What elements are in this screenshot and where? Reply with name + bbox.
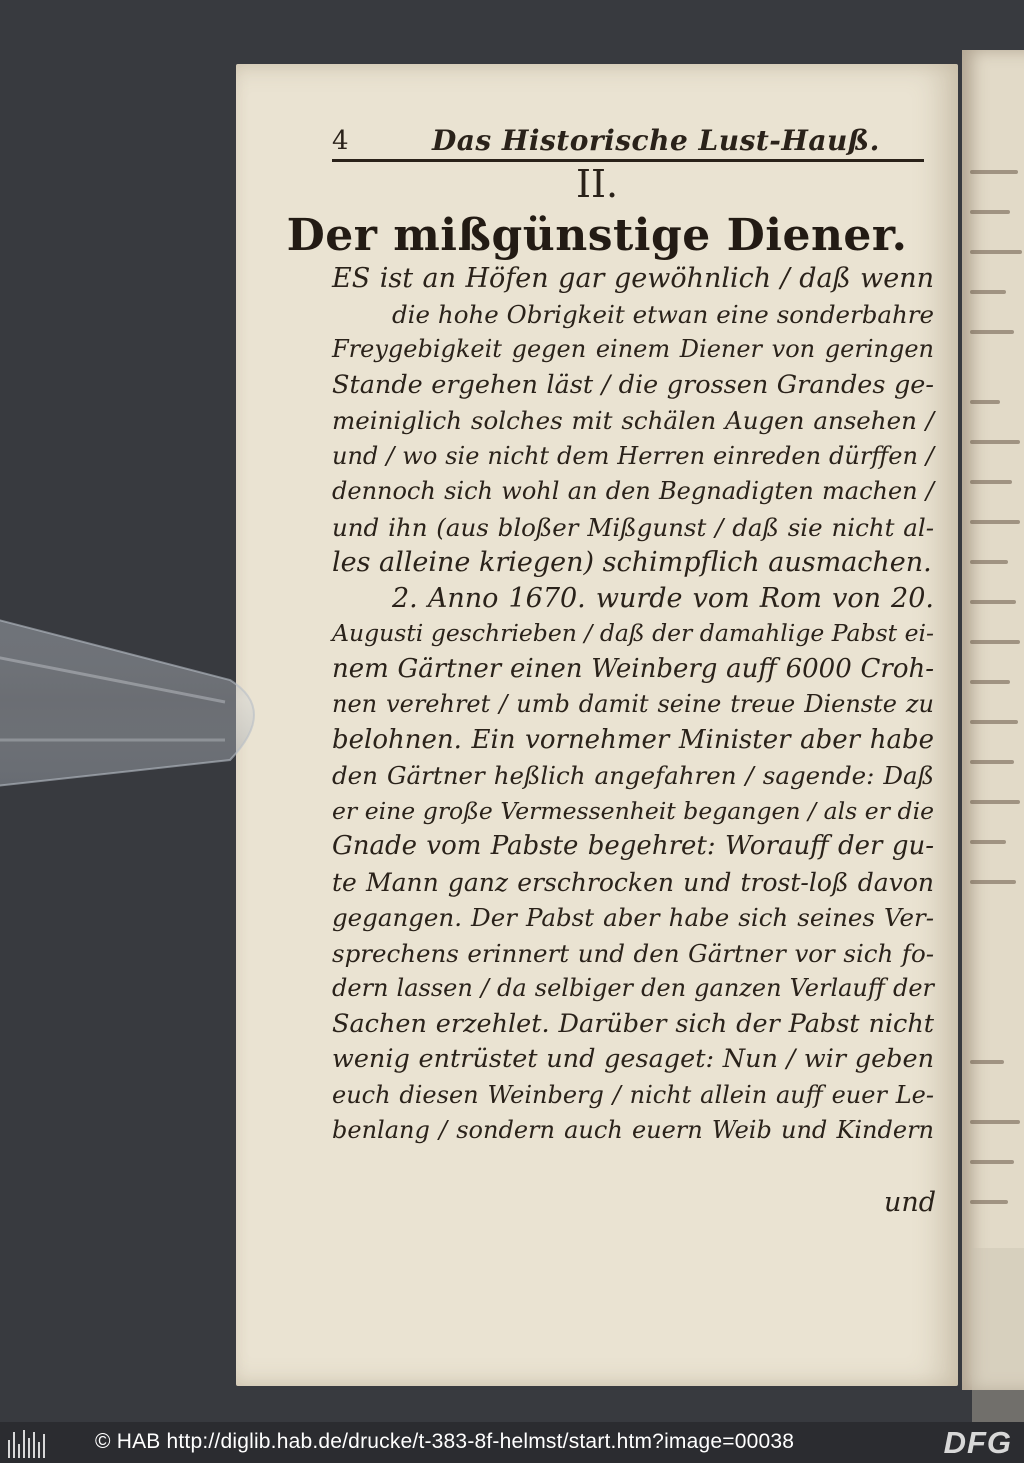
text-line: dern lassen / da selbiger den ganzen Verlauff der xyxy=(332,974,934,1002)
chapter-title: Der mißgünstige Diener. xyxy=(286,210,908,261)
text-line: ES ist an Höfen gar gewöhnlich / daß wenn xyxy=(332,263,934,294)
text-line: und / wo sie nicht dem Herren einreden dürffen / xyxy=(332,441,934,470)
book-page xyxy=(236,64,958,1386)
text-line: Stande ergehen läst / die grossen Grandes ge- xyxy=(332,369,934,400)
text-line: die hohe Obrigkeit etwan eine sonderbahre xyxy=(392,299,934,329)
text-line: euch diesen Weinberg / nicht allein auff euer Le- xyxy=(332,1080,934,1109)
catchword: und xyxy=(883,1187,936,1218)
text-line: benlang / sondern auch euern Weib und Kindern xyxy=(332,1116,934,1144)
page-number: 4 xyxy=(332,126,349,156)
text-line: er eine große Vermessenheit begangen / als er die xyxy=(332,796,934,825)
text-line: 2. Anno 1670. wurde vom Rom von 20. xyxy=(392,582,934,614)
text-line: und ihn (aus bloßer Mißgunst / daß sie nicht al- xyxy=(332,512,934,542)
hab-logo-icon xyxy=(8,1428,50,1458)
text-line: nem Gärtner einen Weinberg auff 6000 Croh- xyxy=(332,653,934,684)
text-line: den Gärtner heßlich angefahren / sagende: Daß xyxy=(332,761,934,790)
page-header xyxy=(332,126,922,158)
chapter-number: II. xyxy=(575,162,619,206)
page-edge-strip xyxy=(972,1248,1024,1422)
text-line: dennoch sich wohl an den Begnadigten machen / xyxy=(332,477,934,505)
body-text xyxy=(332,261,934,1149)
text-line: Augusti geschrieben / daß der damahlige Pabst ei- xyxy=(332,619,934,647)
text-line: les alleine kriegen) schimpflich ausmachen. xyxy=(332,547,932,578)
text-line: belohnen. Ein vornehmer Minister aber habe xyxy=(332,724,934,755)
text-line: sprechens erinnert und den Gärtner vor sich fo- xyxy=(332,938,934,968)
text-line: wenig entrüstet und gesaget: Nun / wir geben xyxy=(332,1044,934,1074)
running-title: Das Historische Lust-Hauß. xyxy=(432,124,880,157)
text-line: Sachen erzehlet. Darüber sich der Pabst nicht xyxy=(332,1008,934,1039)
copyright-url[interactable]: © HAB http://diglib.hab.de/drucke/t-383-8f-helmst/start.htm?image=00038 xyxy=(95,1430,795,1453)
text-line: gegangen. Der Pabst aber habe sich seines Ver- xyxy=(332,903,934,932)
text-line: te Mann ganz erschrocken und trost-loß davon xyxy=(332,867,934,897)
dfg-logo: DFG xyxy=(943,1425,1012,1460)
page-holder-strip-icon xyxy=(0,590,280,820)
facing-page-edge xyxy=(962,50,1024,1390)
footer-bar xyxy=(0,1422,1024,1463)
text-line: Gnade vom Pabste begehret: Worauff der gu- xyxy=(332,831,934,861)
text-line: Freygebigkeit gegen einem Diener von geringen xyxy=(332,335,934,363)
text-line: meiniglich solches mit schälen Augen ansehen / xyxy=(332,406,934,435)
text-line: nen verehret / umb damit seine treue Dienste zu xyxy=(332,690,934,718)
